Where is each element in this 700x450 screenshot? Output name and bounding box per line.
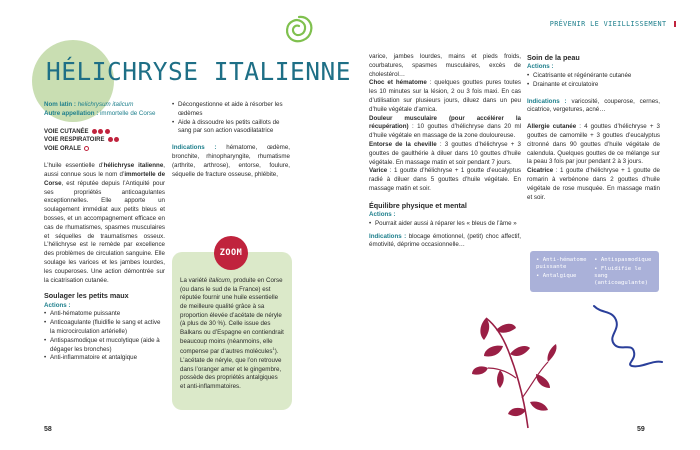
page-number-left: 58 bbox=[44, 426, 52, 433]
use-choc: Choc et hématome : quelques gouttes pures toutes les 10 minutes sur la lésion, 2 ou 3 fois maxi. En cas d’utilisation sur plusieurs jours, diluez dans un peu d’huile végétale d’arnica. bbox=[369, 79, 521, 113]
list-item: • Aide à dissoudre les petits caillots de sang par son action vasodilatatrice bbox=[172, 119, 290, 137]
summary-item: • Antalgique bbox=[536, 272, 577, 279]
running-title: PRÉVENIR LE VIEILLISSEMENT bbox=[549, 20, 667, 28]
list-item: • Antispasmodique et mucolytique (aide à dégager les bronches) bbox=[44, 337, 165, 355]
list-item: • Anticoagulante (fluidifie le sang et active la microcirculation artérielle) bbox=[44, 319, 165, 337]
route-cutanee: VOIE CUTANÉE bbox=[44, 128, 165, 137]
dot-filled-icon bbox=[98, 129, 103, 134]
dot-filled-icon bbox=[114, 137, 119, 142]
zoom-badge: ZOOM bbox=[214, 236, 248, 270]
indications-paragraph: Indications : hématome, œdème, bronchite, rhinopharyngite, rhumatisme (arthrite, arthrose), entorse, foulure, séquelle de fracture osseuse, phlébite, bbox=[172, 144, 290, 178]
dot-filled-icon bbox=[105, 129, 110, 134]
right-column-1 bbox=[369, 53, 521, 250]
dot-filled-icon bbox=[108, 137, 113, 142]
actions-label: Actions : bbox=[369, 210, 396, 218]
routes-list bbox=[44, 128, 165, 154]
skin-actions-list bbox=[527, 72, 660, 90]
zoom-text: La variété italicum, produite en Corse (ou dans le sud de la France) est réputée fournir une huile essentielle de meilleure qualité grâce à sa proportion élevée d’acétate de néryle (à plus de 30 %). Celle issue des Balkans ou d’Espagne en contiendrait beaucoup moins (néanmoins, elle compense par d’autres molécules$^1$). L’acétate de néryle, que l’on retrouve dans l’oranger amer et le gingembre, possède des propriétés antalgiques et anti-inflammatoires. bbox=[180, 277, 284, 391]
dot-filled-icon bbox=[92, 129, 97, 134]
summary-item: • Anti-hématome puissante bbox=[536, 257, 587, 270]
section-heading-pain: Soulager les petits maux bbox=[44, 291, 129, 301]
decorative-squiggle-icon bbox=[590, 300, 670, 370]
summary-item: • Fluidifie le sang (anticoagulante) bbox=[594, 265, 648, 286]
page-title: HÉLICHRYSE ITALIENNE bbox=[46, 57, 352, 86]
use-entorse: Entorse de la cheville : 3 gouttes d’hélichryse + 3 gouttes de gaulthérie à diluer dans 10 gouttes d’huile végétale. En massage matin et soir pendant 7 jours. bbox=[369, 140, 521, 166]
balance-indications: Indications : blocage émotionnel, (petit) choc affectif, émotivité, déprime occasionnelle… bbox=[369, 232, 521, 249]
header-marker bbox=[674, 21, 676, 27]
list-item: • Décongestionne et aide à résorber les œdèmes bbox=[172, 101, 290, 119]
actions-label: Actions : bbox=[527, 63, 554, 71]
dot-outline-icon bbox=[84, 146, 89, 151]
use-allergie: Allergie cutanée : 4 gouttes d’hélichryse + 3 gouttes de camomille + 3 gouttes d’eucalyptus citronné dans 90 gouttes d’huile végétale de calendula. Quelques gouttes de ce mélange sur la peau 3 fois par jour pendant 2 à 3 jours. bbox=[527, 123, 660, 166]
leaf-branch-illustration bbox=[470, 310, 560, 430]
balance-actions-list bbox=[369, 220, 521, 229]
intro-paragraph: L’huile essentielle d’hélichryse italienne, aussi connue sous le nom d’immortelle de Corse, est réputée depuis l’Antiquité pour ses propriétés anticoagulantes exceptionnelles. Elle apporte un soulagement immédiat aux petits bleus et bosses, et un accompagnement efficace en cas de rhumatismes, spasmes musculaires et séquelles de traumatismes osseux. L’hélichryse est le remède par excellence des problèmes de circulation sanguine. Elle soulage les varices et les jambes lourdes, les couperoses. Une action démontrée sur la cicatrisation cutanée. bbox=[44, 162, 166, 284]
use-varice: Varice : 1 goutte d’hélichryse + 1 goutte d’eucalyptus radié à diluer dans 5 gouttes d’huile végétale. En massage matin et soir. bbox=[369, 167, 521, 192]
list-item: • Drainante et circulatoire bbox=[527, 81, 660, 90]
route-respiratoire: VOIE RESPIRATOIRE bbox=[44, 136, 165, 145]
other-name: Autre appellation : immortelle de Corse bbox=[44, 109, 156, 117]
decorative-swirl-icon bbox=[283, 14, 315, 46]
skin-indications: Indications : varicosité, couperose, cernes, cicatrice, vergetures, acné… bbox=[527, 97, 660, 114]
use-douleur: Douleur musculaire (pour accélérer la récupération) : 10 gouttes d’hélichryse dans 20 ml d’huile végétale en massage de la zone douloureuse. bbox=[369, 114, 521, 140]
summary-item: • Antispasmodique bbox=[594, 257, 652, 263]
right-column-2 bbox=[527, 53, 660, 202]
col2-actions-list bbox=[172, 101, 290, 136]
latin-name: Nom latin : helichrysum italicum bbox=[44, 101, 134, 108]
summary-box bbox=[530, 251, 659, 292]
actions-label: Actions : bbox=[44, 301, 71, 309]
continued-indications: varice, jambes lourdes, mains et pieds froids, courbatures, spasmes musculaires, excès de cholestérol… bbox=[369, 53, 521, 78]
list-item: • Anti-inflammatoire et antalgique bbox=[44, 354, 165, 363]
running-header bbox=[550, 20, 676, 30]
section-heading-balance: Équilibre physique et mental bbox=[369, 200, 467, 210]
left-column-1 bbox=[44, 101, 165, 363]
list-item: • Cicatrisante et régénérante cutanée bbox=[527, 72, 660, 81]
list-item: • Pourrait aider aussi à réparer les « bleus de l’âme » bbox=[369, 220, 521, 229]
route-orale: VOIE ORALE bbox=[44, 145, 165, 154]
section-heading-skin: Soin de la peau bbox=[527, 53, 580, 62]
use-cicatrice: Cicatrice : 1 goutte d’hélichryse + 1 goutte de romarin à verbénone dans 2 gouttes d’huile végétale de rose musquée. En massage matin et soir. bbox=[527, 167, 660, 201]
pain-actions-list bbox=[44, 310, 165, 363]
left-column-2 bbox=[172, 101, 290, 179]
page-number-right: 59 bbox=[637, 426, 645, 433]
list-item: • Anti-hématome puissante bbox=[44, 310, 165, 319]
